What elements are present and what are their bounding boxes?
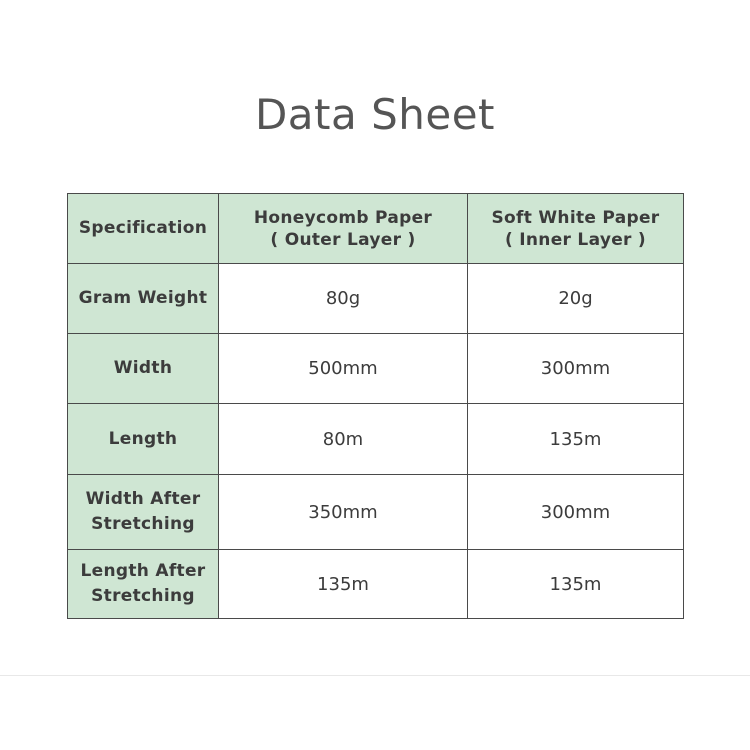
header-specification: Specification bbox=[68, 194, 219, 264]
cell-soft-white-length: 135m bbox=[468, 404, 684, 475]
table-row bbox=[68, 475, 684, 550]
footer-divider bbox=[0, 675, 750, 676]
header-col1-line1: Honeycomb Paper bbox=[253, 207, 433, 228]
cell-soft-white-width-after-stretching: 300mm bbox=[468, 475, 684, 550]
row-label-length-after-stretching bbox=[68, 550, 219, 619]
row-label-line: Gram Weight bbox=[78, 288, 208, 308]
row-label-width-after-stretching bbox=[68, 475, 219, 550]
row-label-line: Length After bbox=[80, 561, 206, 581]
table-row bbox=[68, 334, 684, 404]
row-label-line: Stretching bbox=[91, 514, 195, 534]
cell-soft-white-gram-weight: 20g bbox=[468, 264, 684, 334]
table-row bbox=[68, 404, 684, 475]
row-label-line: Stretching bbox=[91, 586, 195, 606]
header-soft-white-paper bbox=[468, 194, 684, 264]
page-title: Data Sheet bbox=[254, 90, 496, 139]
header-col2-line1: Soft White Paper bbox=[491, 207, 660, 228]
header-col1-line2: ( Outer Layer ) bbox=[270, 229, 416, 250]
table-row bbox=[68, 550, 684, 619]
table-header-row bbox=[68, 194, 684, 264]
header-honeycomb-paper bbox=[219, 194, 468, 264]
row-label-line: Length bbox=[108, 428, 178, 449]
cell-honeycomb-width: 500mm bbox=[219, 334, 468, 404]
row-label-width bbox=[68, 334, 219, 404]
row-label-line: Width bbox=[113, 358, 173, 378]
table-row bbox=[68, 264, 684, 334]
row-label-line: Width After bbox=[85, 489, 201, 509]
header-col2-line2: ( Inner Layer ) bbox=[504, 229, 646, 250]
cell-honeycomb-width-after-stretching: 350mm bbox=[219, 475, 468, 550]
cell-honeycomb-length-after-stretching: 135m bbox=[219, 550, 468, 619]
cell-honeycomb-gram-weight: 80g bbox=[219, 264, 468, 334]
row-label-length bbox=[68, 404, 219, 475]
cell-soft-white-width: 300mm bbox=[468, 334, 684, 404]
cell-honeycomb-length: 80m bbox=[219, 404, 468, 475]
cell-soft-white-length-after-stretching: 135m bbox=[468, 550, 684, 619]
data-sheet-table bbox=[67, 193, 684, 619]
row-label-gram-weight bbox=[68, 264, 219, 334]
